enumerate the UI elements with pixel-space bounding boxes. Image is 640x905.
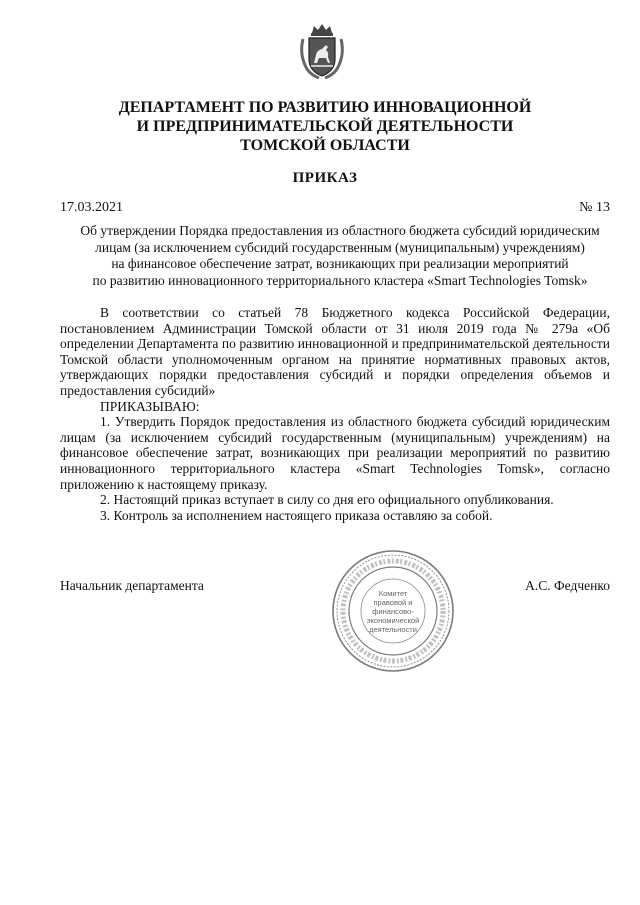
subject-line-1: Об утверждении Порядка предоставления из областного бюджета субсидий юридическим bbox=[80, 223, 600, 238]
seal-line-4: экономической bbox=[366, 616, 420, 625]
order-item-2: 2. Настоящий приказ вступает в силу со дня его официального опубликования. bbox=[100, 492, 554, 508]
signer-name: А.С. Федченко bbox=[525, 578, 610, 593]
subject-line-2: лицам (за исключением субсидий государственным (муниципальным) учреждениям) bbox=[95, 239, 585, 255]
document-type: ПРИКАЗ bbox=[292, 170, 358, 186]
coat-of-arms-icon bbox=[297, 23, 347, 81]
department-line-2: И ПРЕДПРИНИМАТЕЛЬСКОЙ ДЕЯТЕЛЬНОСТИ bbox=[136, 118, 514, 135]
order-subject bbox=[60, 223, 620, 289]
preamble-paragraph: В соответствии со статьей 78 Бюджетного кодекса Российской Федерации, постановлением Администрации Томской области от 31 июля 2019 года № 279а «Об определении Департамента по развитию инновационной и предпринимательской деятельности Томской области уполномоченным органом на принятие нормативных правовых актов, утверждающих порядки предоставления субсидий и порядки определения объемов и предоставления субсидий» bbox=[60, 305, 610, 398]
seal-line-3: финансово- bbox=[372, 607, 414, 616]
department-line-3: ТОМСКОЙ ОБЛАСТИ bbox=[240, 137, 410, 154]
decree-word: ПРИКАЗЫВАЮ: bbox=[100, 398, 200, 414]
department-line-1: ДЕПАРТАМЕНТ ПО РАЗВИТИЮ ИННОВАЦИОННОЙ bbox=[118, 99, 532, 116]
seal-line-5: деятельности bbox=[369, 625, 417, 634]
order-body bbox=[60, 305, 610, 523]
order-date: 17.03.2021 bbox=[60, 200, 123, 215]
seal-line-2: правовой и bbox=[373, 598, 413, 607]
seal-line-1: Комитет bbox=[378, 589, 408, 598]
official-seal-icon bbox=[330, 548, 456, 674]
department-name bbox=[60, 98, 590, 155]
subject-line-3: на финансовое обеспечение затрат, возникающих при реализации мероприятий bbox=[111, 256, 569, 271]
subject-line-4: по развитию инновационного территориального кластера «Smart Technologies Tomsk» bbox=[92, 272, 588, 288]
signer-position: Начальник департамента bbox=[60, 578, 204, 593]
order-item-1: 1. Утвердить Порядок предоставления из областного бюджета субсидий юридическим лицам (за исключением субсидий государственным (муниципальным) учреждениям) на финансовое обеспечение затрат, возникающих при реализации мероприятий по развитию инновационного территориального кластера «Smart Technologies Tomsk», согласно приложению к настоящему приказу. bbox=[60, 414, 610, 492]
order-number: № 13 bbox=[579, 200, 610, 215]
order-item-3: 3. Контроль за исполнением настоящего приказа оставляю за собой. bbox=[100, 507, 493, 523]
